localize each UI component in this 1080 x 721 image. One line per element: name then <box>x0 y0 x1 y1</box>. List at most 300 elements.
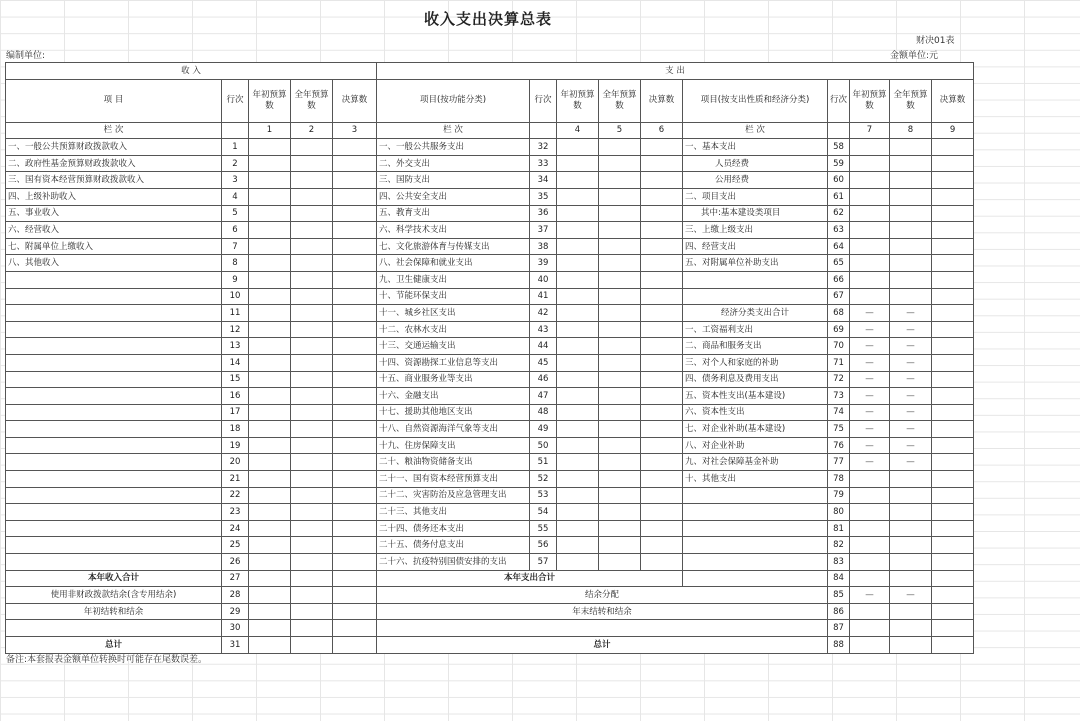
table-row <box>6 388 974 405</box>
carry-in-label: 年初结转和结余 <box>6 603 222 620</box>
value-cell[interactable] <box>333 637 377 654</box>
value-cell[interactable] <box>850 222 890 239</box>
value-cell[interactable] <box>333 271 377 288</box>
value-cell[interactable] <box>291 288 333 305</box>
table-row <box>6 155 974 172</box>
econ-item: 一、基本支出 <box>683 139 828 156</box>
empty-cell <box>6 454 222 471</box>
value-cell[interactable] <box>557 139 599 156</box>
value-cell[interactable] <box>850 487 890 504</box>
value-cell[interactable] <box>291 504 333 521</box>
value-cell[interactable] <box>291 437 333 454</box>
value-cell[interactable] <box>249 603 291 620</box>
value-cell[interactable] <box>291 338 333 355</box>
value-cell[interactable] <box>291 172 333 189</box>
value-cell[interactable] <box>890 487 932 504</box>
value-cell[interactable] <box>932 487 974 504</box>
value-cell[interactable] <box>249 155 291 172</box>
func-item: 十七、援助其他地区支出 <box>377 404 530 421</box>
value-cell[interactable] <box>599 305 641 322</box>
value-cell[interactable] <box>850 520 890 537</box>
value-cell[interactable] <box>557 205 599 222</box>
value-cell[interactable] <box>291 421 333 438</box>
value-cell[interactable] <box>333 354 377 371</box>
value-cell[interactable] <box>932 454 974 471</box>
value-cell[interactable] <box>599 338 641 355</box>
value-cell[interactable] <box>641 437 683 454</box>
value-cell[interactable] <box>557 321 599 338</box>
value-cell[interactable] <box>291 305 333 322</box>
value-cell[interactable] <box>333 321 377 338</box>
row-number: 20 <box>222 454 249 471</box>
value-cell[interactable] <box>932 188 974 205</box>
value-cell[interactable] <box>333 172 377 189</box>
value-cell[interactable] <box>557 338 599 355</box>
econ-item: 三、上缴上级支出 <box>683 222 828 239</box>
value-cell[interactable] <box>932 603 974 620</box>
value-cell[interactable] <box>850 554 890 571</box>
value-cell[interactable] <box>641 222 683 239</box>
value-cell[interactable] <box>249 637 291 654</box>
value-cell[interactable] <box>599 139 641 156</box>
value-cell[interactable] <box>557 172 599 189</box>
value-cell[interactable] <box>333 288 377 305</box>
value-cell[interactable] <box>249 354 291 371</box>
value-cell[interactable] <box>557 188 599 205</box>
value-cell[interactable] <box>249 437 291 454</box>
value-cell[interactable] <box>557 554 599 571</box>
value-cell[interactable] <box>249 620 291 637</box>
row-number: 62 <box>828 205 850 222</box>
value-cell[interactable] <box>249 487 291 504</box>
value-cell[interactable] <box>932 172 974 189</box>
value-cell[interactable] <box>932 437 974 454</box>
value-cell[interactable] <box>291 205 333 222</box>
value-cell[interactable] <box>641 155 683 172</box>
value-cell[interactable] <box>932 471 974 488</box>
value-cell[interactable] <box>599 487 641 504</box>
value-cell[interactable] <box>850 288 890 305</box>
value-cell[interactable] <box>333 587 377 604</box>
value-cell[interactable] <box>249 504 291 521</box>
value-cell[interactable] <box>291 520 333 537</box>
econ-item <box>683 520 828 537</box>
value-cell[interactable] <box>291 222 333 239</box>
value-cell[interactable] <box>890 155 932 172</box>
value-cell[interactable] <box>599 404 641 421</box>
value-cell[interactable] <box>599 421 641 438</box>
value-cell[interactable] <box>890 603 932 620</box>
value-cell[interactable] <box>932 305 974 322</box>
value-cell[interactable] <box>333 554 377 571</box>
value-cell[interactable] <box>249 404 291 421</box>
column-number: 7 <box>850 122 890 139</box>
value-cell[interactable] <box>557 487 599 504</box>
value-cell[interactable] <box>599 271 641 288</box>
row-number: 68 <box>828 305 850 322</box>
value-cell[interactable] <box>599 504 641 521</box>
value-cell[interactable] <box>557 305 599 322</box>
value-cell[interactable] <box>249 139 291 156</box>
func-item: 十、节能环保支出 <box>377 288 530 305</box>
value-cell[interactable] <box>890 288 932 305</box>
value-cell[interactable] <box>291 321 333 338</box>
value-cell[interactable] <box>641 255 683 272</box>
value-cell[interactable] <box>557 271 599 288</box>
row-no-header: 行次 <box>828 79 850 122</box>
value-cell[interactable] <box>333 537 377 554</box>
value-cell[interactable] <box>890 471 932 488</box>
value-cell[interactable] <box>557 288 599 305</box>
value-cell[interactable] <box>890 620 932 637</box>
value-cell[interactable] <box>557 437 599 454</box>
value-cell[interactable] <box>932 222 974 239</box>
func-item: 一、一般公共服务支出 <box>377 139 530 156</box>
value-cell[interactable] <box>249 537 291 554</box>
value-cell[interactable] <box>291 354 333 371</box>
func-item: 十八、自然资源海洋气象等支出 <box>377 421 530 438</box>
value-cell[interactable] <box>333 404 377 421</box>
value-cell[interactable] <box>249 570 291 587</box>
value-cell[interactable] <box>850 471 890 488</box>
dash-cell: — <box>890 437 932 454</box>
value-cell[interactable] <box>641 321 683 338</box>
value-cell[interactable] <box>641 139 683 156</box>
value-cell[interactable] <box>557 454 599 471</box>
value-cell[interactable] <box>641 504 683 521</box>
value-cell[interactable] <box>890 222 932 239</box>
value-cell[interactable] <box>599 288 641 305</box>
value-cell[interactable] <box>557 520 599 537</box>
value-cell[interactable] <box>932 371 974 388</box>
value-cell[interactable] <box>333 305 377 322</box>
row-number: 17 <box>222 404 249 421</box>
column-label: 栏 次 <box>377 122 530 139</box>
value-cell[interactable] <box>932 404 974 421</box>
value-cell[interactable] <box>249 587 291 604</box>
value-cell[interactable] <box>890 637 932 654</box>
empty-cell <box>683 570 828 587</box>
value-cell[interactable] <box>932 587 974 604</box>
value-cell[interactable] <box>557 421 599 438</box>
dash-cell: — <box>850 305 890 322</box>
value-cell[interactable] <box>333 388 377 405</box>
value-cell[interactable] <box>333 238 377 255</box>
value-cell[interactable] <box>932 637 974 654</box>
value-cell[interactable] <box>850 620 890 637</box>
value-cell[interactable] <box>249 520 291 537</box>
value-cell[interactable] <box>333 437 377 454</box>
value-cell[interactable] <box>249 271 291 288</box>
value-cell[interactable] <box>890 205 932 222</box>
expense-section-header: 支 出 <box>377 63 974 80</box>
value-cell[interactable] <box>890 570 932 587</box>
value-cell[interactable] <box>599 172 641 189</box>
value-cell[interactable] <box>291 487 333 504</box>
value-cell[interactable] <box>291 371 333 388</box>
value-cell[interactable] <box>599 188 641 205</box>
value-cell[interactable] <box>599 520 641 537</box>
value-cell[interactable] <box>890 139 932 156</box>
row-number: 76 <box>828 437 850 454</box>
value-cell[interactable] <box>932 504 974 521</box>
value-cell[interactable] <box>641 271 683 288</box>
value-cell[interactable] <box>932 288 974 305</box>
value-cell[interactable] <box>333 620 377 637</box>
value-cell[interactable] <box>641 388 683 405</box>
value-cell[interactable] <box>599 471 641 488</box>
value-cell[interactable] <box>599 388 641 405</box>
value-cell[interactable] <box>890 504 932 521</box>
row-number: 18 <box>222 421 249 438</box>
value-cell[interactable] <box>333 454 377 471</box>
value-cell[interactable] <box>557 404 599 421</box>
value-cell[interactable] <box>641 238 683 255</box>
income-item: 六、经营收入 <box>6 222 222 239</box>
value-cell[interactable] <box>291 620 333 637</box>
econ-item: 四、债务利息及费用支出 <box>683 371 828 388</box>
value-cell[interactable] <box>333 188 377 205</box>
value-cell[interactable] <box>850 155 890 172</box>
value-cell[interactable] <box>249 305 291 322</box>
table-row <box>6 554 974 571</box>
value-cell[interactable] <box>333 222 377 239</box>
value-cell[interactable] <box>291 603 333 620</box>
value-cell[interactable] <box>291 404 333 421</box>
value-cell[interactable] <box>333 570 377 587</box>
value-cell[interactable] <box>850 255 890 272</box>
value-cell[interactable] <box>333 487 377 504</box>
value-cell[interactable] <box>333 603 377 620</box>
value-cell[interactable] <box>890 172 932 189</box>
value-cell[interactable] <box>641 371 683 388</box>
row-number: 85 <box>828 587 850 604</box>
value-cell[interactable] <box>599 155 641 172</box>
value-cell[interactable] <box>291 155 333 172</box>
value-cell[interactable] <box>557 222 599 239</box>
value-cell[interactable] <box>249 222 291 239</box>
value-cell[interactable] <box>641 288 683 305</box>
row-number: 6 <box>222 222 249 239</box>
value-cell[interactable] <box>291 570 333 587</box>
value-cell[interactable] <box>850 205 890 222</box>
value-cell[interactable] <box>641 404 683 421</box>
value-cell[interactable] <box>557 504 599 521</box>
value-cell[interactable] <box>333 205 377 222</box>
value-cell[interactable] <box>890 255 932 272</box>
value-cell[interactable] <box>599 371 641 388</box>
value-cell[interactable] <box>291 255 333 272</box>
value-cell[interactable] <box>932 238 974 255</box>
empty-cell <box>6 437 222 454</box>
row-number: 22 <box>222 487 249 504</box>
value-cell[interactable] <box>932 421 974 438</box>
table-row <box>6 139 974 156</box>
value-cell[interactable] <box>333 504 377 521</box>
row-number: 19 <box>222 437 249 454</box>
value-cell[interactable] <box>641 487 683 504</box>
value-cell[interactable] <box>333 155 377 172</box>
value-cell[interactable] <box>641 305 683 322</box>
column-number: 3 <box>333 122 377 139</box>
row-number: 69 <box>828 321 850 338</box>
value-cell[interactable] <box>932 570 974 587</box>
row-number: 15 <box>222 371 249 388</box>
econ-item: 八、对企业补助 <box>683 437 828 454</box>
value-cell[interactable] <box>333 520 377 537</box>
value-cell[interactable] <box>850 139 890 156</box>
value-cell[interactable] <box>599 205 641 222</box>
value-cell[interactable] <box>249 321 291 338</box>
value-cell[interactable] <box>291 587 333 604</box>
value-cell[interactable] <box>249 554 291 571</box>
row-number: 77 <box>828 454 850 471</box>
value-cell[interactable] <box>890 188 932 205</box>
value-cell[interactable] <box>333 338 377 355</box>
value-cell[interactable] <box>932 155 974 172</box>
econ-item: 七、对企业补助(基本建设) <box>683 421 828 438</box>
value-cell[interactable] <box>850 537 890 554</box>
value-cell[interactable] <box>249 388 291 405</box>
value-cell[interactable] <box>641 188 683 205</box>
value-cell[interactable] <box>932 354 974 371</box>
value-cell[interactable] <box>932 554 974 571</box>
value-cell[interactable] <box>641 537 683 554</box>
value-cell[interactable] <box>557 255 599 272</box>
value-cell[interactable] <box>291 454 333 471</box>
value-cell[interactable] <box>557 388 599 405</box>
value-cell[interactable] <box>890 520 932 537</box>
value-cell[interactable] <box>599 554 641 571</box>
value-cell[interactable] <box>249 255 291 272</box>
value-cell[interactable] <box>291 388 333 405</box>
value-cell[interactable] <box>641 205 683 222</box>
distribution-label: 结余分配 <box>377 587 828 604</box>
value-cell[interactable] <box>249 471 291 488</box>
value-cell[interactable] <box>641 338 683 355</box>
row-number: 39 <box>530 255 557 272</box>
value-cell[interactable] <box>291 471 333 488</box>
value-cell[interactable] <box>850 637 890 654</box>
value-cell[interactable] <box>850 238 890 255</box>
report-title: 收入支出决算总表 <box>423 10 552 28</box>
value-cell[interactable] <box>599 321 641 338</box>
value-cell[interactable] <box>599 222 641 239</box>
value-cell[interactable] <box>641 554 683 571</box>
column-number: 4 <box>557 122 599 139</box>
value-cell[interactable] <box>249 288 291 305</box>
income-item: 一、一般公共预算财政拨款收入 <box>6 139 222 156</box>
value-cell[interactable] <box>641 520 683 537</box>
value-cell[interactable] <box>249 188 291 205</box>
value-cell[interactable] <box>333 471 377 488</box>
value-cell[interactable] <box>850 188 890 205</box>
value-cell[interactable] <box>291 238 333 255</box>
value-cell[interactable] <box>932 271 974 288</box>
value-cell[interactable] <box>890 238 932 255</box>
value-cell[interactable] <box>932 520 974 537</box>
value-cell[interactable] <box>641 421 683 438</box>
value-cell[interactable] <box>333 371 377 388</box>
value-cell[interactable] <box>932 537 974 554</box>
value-cell[interactable] <box>557 371 599 388</box>
row-number: 65 <box>828 255 850 272</box>
value-cell[interactable] <box>932 255 974 272</box>
table-row <box>6 371 974 388</box>
value-cell[interactable] <box>890 554 932 571</box>
value-cell[interactable] <box>641 172 683 189</box>
value-cell[interactable] <box>291 271 333 288</box>
value-cell[interactable] <box>932 139 974 156</box>
form-number: 财决01表 <box>916 36 955 46</box>
value-cell[interactable] <box>850 504 890 521</box>
value-cell[interactable] <box>557 238 599 255</box>
value-cell[interactable] <box>641 454 683 471</box>
value-cell[interactable] <box>599 537 641 554</box>
value-cell[interactable] <box>850 570 890 587</box>
value-cell[interactable] <box>599 255 641 272</box>
value-cell[interactable] <box>890 271 932 288</box>
value-cell[interactable] <box>333 139 377 156</box>
value-cell[interactable] <box>557 155 599 172</box>
value-cell[interactable] <box>641 471 683 488</box>
value-cell[interactable] <box>599 454 641 471</box>
row-number: 71 <box>828 354 850 371</box>
value-cell[interactable] <box>850 603 890 620</box>
dash-cell: — <box>850 371 890 388</box>
value-cell[interactable] <box>599 354 641 371</box>
value-cell[interactable] <box>291 139 333 156</box>
budget-full-header: 全年预算数 <box>599 79 641 122</box>
value-cell[interactable] <box>932 321 974 338</box>
value-cell[interactable] <box>557 354 599 371</box>
value-cell[interactable] <box>249 172 291 189</box>
value-cell[interactable] <box>249 338 291 355</box>
column-number: 6 <box>641 122 683 139</box>
value-cell[interactable] <box>850 271 890 288</box>
value-cell[interactable] <box>333 255 377 272</box>
value-cell[interactable] <box>291 188 333 205</box>
value-cell[interactable] <box>249 421 291 438</box>
value-cell[interactable] <box>599 437 641 454</box>
value-cell[interactable] <box>249 454 291 471</box>
value-cell[interactable] <box>599 238 641 255</box>
value-cell[interactable] <box>557 537 599 554</box>
value-cell[interactable] <box>249 371 291 388</box>
value-cell[interactable] <box>932 338 974 355</box>
row-number: 50 <box>530 437 557 454</box>
value-cell[interactable] <box>890 537 932 554</box>
value-cell[interactable] <box>291 554 333 571</box>
value-cell[interactable] <box>249 238 291 255</box>
value-cell[interactable] <box>291 637 333 654</box>
value-cell[interactable] <box>557 471 599 488</box>
column-label: 栏 次 <box>683 122 828 139</box>
row-number: 1 <box>222 139 249 156</box>
table-row <box>6 471 974 488</box>
value-cell[interactable] <box>291 537 333 554</box>
column-number: 9 <box>932 122 974 139</box>
value-cell[interactable] <box>932 388 974 405</box>
value-cell[interactable] <box>932 620 974 637</box>
value-cell[interactable] <box>249 205 291 222</box>
row-number: 29 <box>222 603 249 620</box>
value-cell[interactable] <box>932 205 974 222</box>
value-cell[interactable] <box>333 421 377 438</box>
value-cell[interactable] <box>850 172 890 189</box>
value-cell[interactable] <box>641 354 683 371</box>
budget-init-header: 年初预算数 <box>850 79 890 122</box>
